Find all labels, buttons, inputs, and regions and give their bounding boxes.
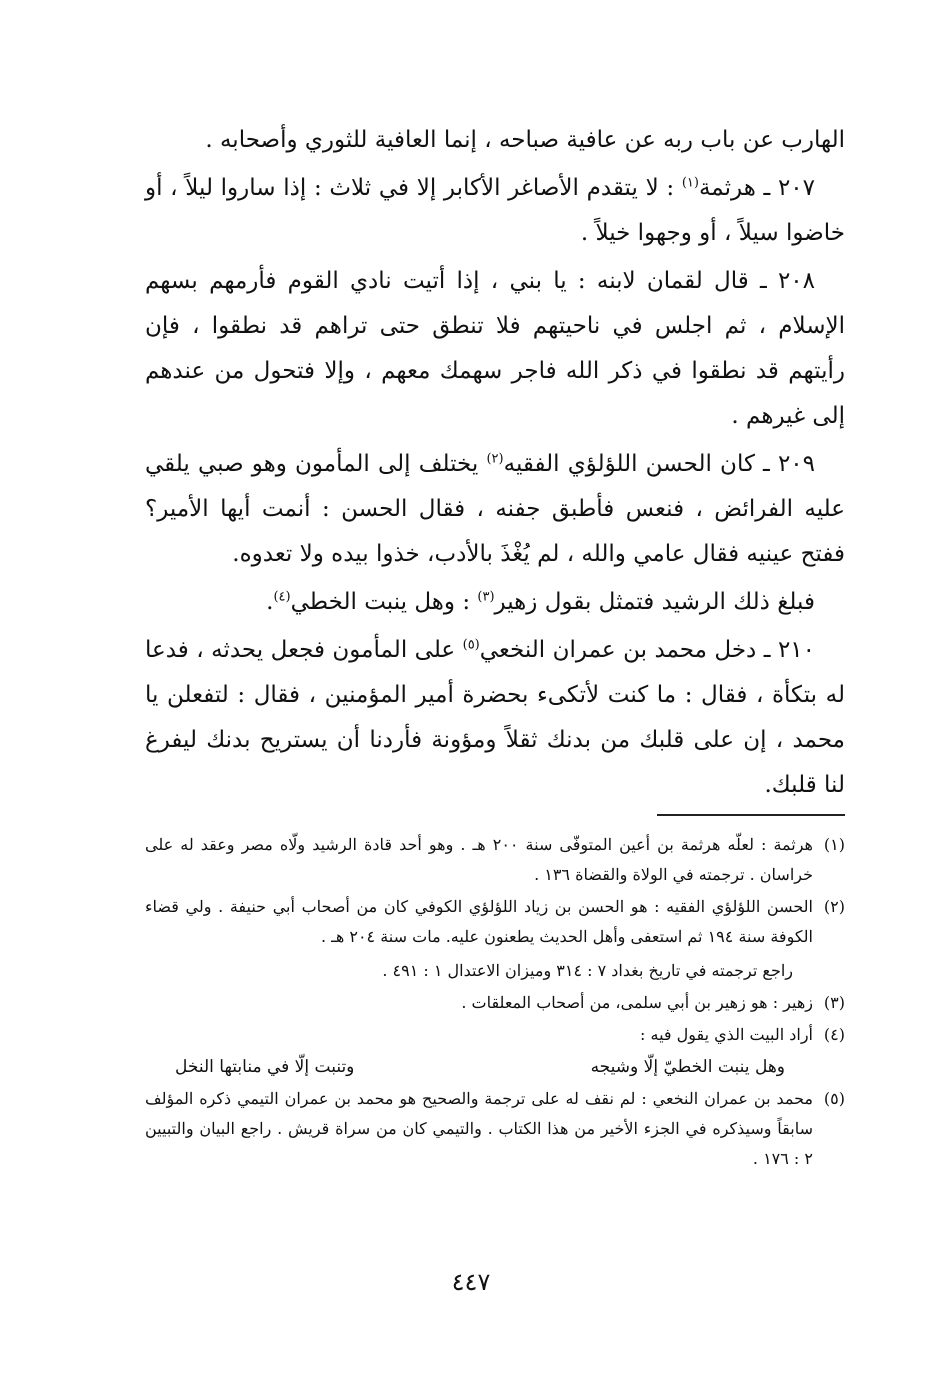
paragraph-210-rest: على المأمون فجعل يحدثه ، فدعا له بتكأة ، فقال : ما كنت لأتكىء بحضرة أمير المؤمنين ، فقال : لتفعلن يا محمد ، إن على قلبك من بدنك ثقلاً ومؤونة فأردنا أن يستريح بدنك ليفرغ لنا قلبك. [145,637,845,798]
footnote-text: أراد البيت الذي يقول فيه : [640,1025,813,1044]
footnote-number: (١) [823,835,845,854]
paragraph-207-start: ٢٠٧ ـ هرثمة [698,175,815,201]
paragraph-209-rest: يختلف إلى المأمون وهو صبي يلقي عليه الفرائض ، فنعس فأطبق جفنه ، فقال الحسن : أنمت أيها الأمير؟ ففتح عينيه فقال عامي والله ، لم يُغْذَ بالأدب، خذوا بيده ولا تعدوه. [145,451,845,567]
paragraph-210-start: ٢١٠ ـ دخل محمد بن عمران النخعي [479,637,815,663]
paragraph-209-start: ٢٠٩ ـ كان الحسن اللؤلؤي الفقيه [503,451,816,477]
footnote-separator [657,814,845,816]
poetry-verse [145,1052,845,1082]
paragraph-209 [145,442,845,577]
footnote-2-reference: راجع ترجمته في تاريخ بغداد ٧ : ٣١٤ وميزان الاعتدال ١ : ٤٩١ . [382,961,793,980]
footnote-4 [145,1020,845,1050]
paragraph-209b-start: فبلغ ذلك الرشيد فتمثل بقول زهير [494,589,815,615]
footnote-1 [145,830,845,890]
paragraph-208: ٢٠٨ ـ قال لقمان لابنه : يا بني ، إذا أتيت نادي القوم فأرمهم بسهم الإسلام ، ثم اجلس في ناحيتهم فلا تنطق حتى تراهم قد نطقوا ، فإن رأيتهم قد نطقوا في ذكر الله فاجر سهمك معهم ، وإلا فتحول من عندهم إلى غيرهم . [145,268,845,429]
footnote-2 [145,892,845,952]
footnote-ref-4[interactable]: (٤) [273,589,291,605]
paragraph-207-rest: : لا يتقدم الأصاغر الأكابر إلا في ثلاث : إذا ساروا ليلاً ، أو خاضوا سيلاً ، أو وجهوا خيلاً . [145,175,845,246]
footnote-number: (٢) [823,897,845,916]
paragraph-210 [145,628,845,808]
footnote-3 [145,988,845,1018]
verse-first-hemistich: وهل ينبت الخطيّ إلّا وشيجه [590,1057,785,1077]
footnote-ref-2[interactable]: (٢) [486,451,504,467]
footnote-number: (٥) [823,1089,845,1108]
page-number: ٤٤٧ [451,1268,491,1296]
footnote-text: محمد بن عمران النخعي : لم نقف له على ترجمة والصحيح هو محمد بن عمران التيمي ذكره المؤلف سابقاً وسيذكره في الجزء الأخير من هذا الكتاب . والتيمي كان من سراة قريش . راجع البيان والتبيين ٢ : ١٧٦ . [145,1089,813,1168]
paragraph-209b-end: . [266,589,274,615]
paragraph-209b-mid: : وهل ينبت الخطي [290,589,478,615]
verse-second-hemistich: وتنبت إلّا في منابتها النخل [175,1057,355,1077]
footnotes [145,830,845,1176]
paragraph-209-continuation [145,580,845,625]
footnote-text: الحسن اللؤلؤي الفقيه : هو الحسن بن زياد اللؤلؤي الكوفي كان من أصحاب أبي حنيفة . ولي قضاء الكوفة سنة ١٩٤ ثم استعفى وأهل الحديث يطعنون عليه. مات سنة ٢٠٤ هـ . [145,897,813,946]
paragraph-continuation: الهارب عن باب ربه عن عافية صباحه ، إنما العافية للثوري وأصحابه . [205,127,845,153]
main-text [145,118,845,811]
footnote-ref-1[interactable]: (١) [681,175,699,191]
footnote-number: (٤) [823,1025,845,1044]
footnote-text: هرثمة : لعلّه هرثمة بن أعين المتوفّى سنة ٢٠٠ هـ . وهو أحد قادة الرشيد ولّاه مصر وعقد له على خراسان . ترجمته في الولاة والقضاة ١٣٦ . [145,835,813,884]
footnote-ref-5[interactable]: (٥) [462,637,480,653]
footnote-5 [145,1084,845,1174]
footnote-ref-3[interactable]: (٣) [477,589,495,605]
paragraph-207 [145,166,845,256]
footnote-text: زهير : هو زهير بن أبي سلمى، من أصحاب المعلقات . [461,993,813,1012]
footnote-number: (٣) [823,993,845,1012]
